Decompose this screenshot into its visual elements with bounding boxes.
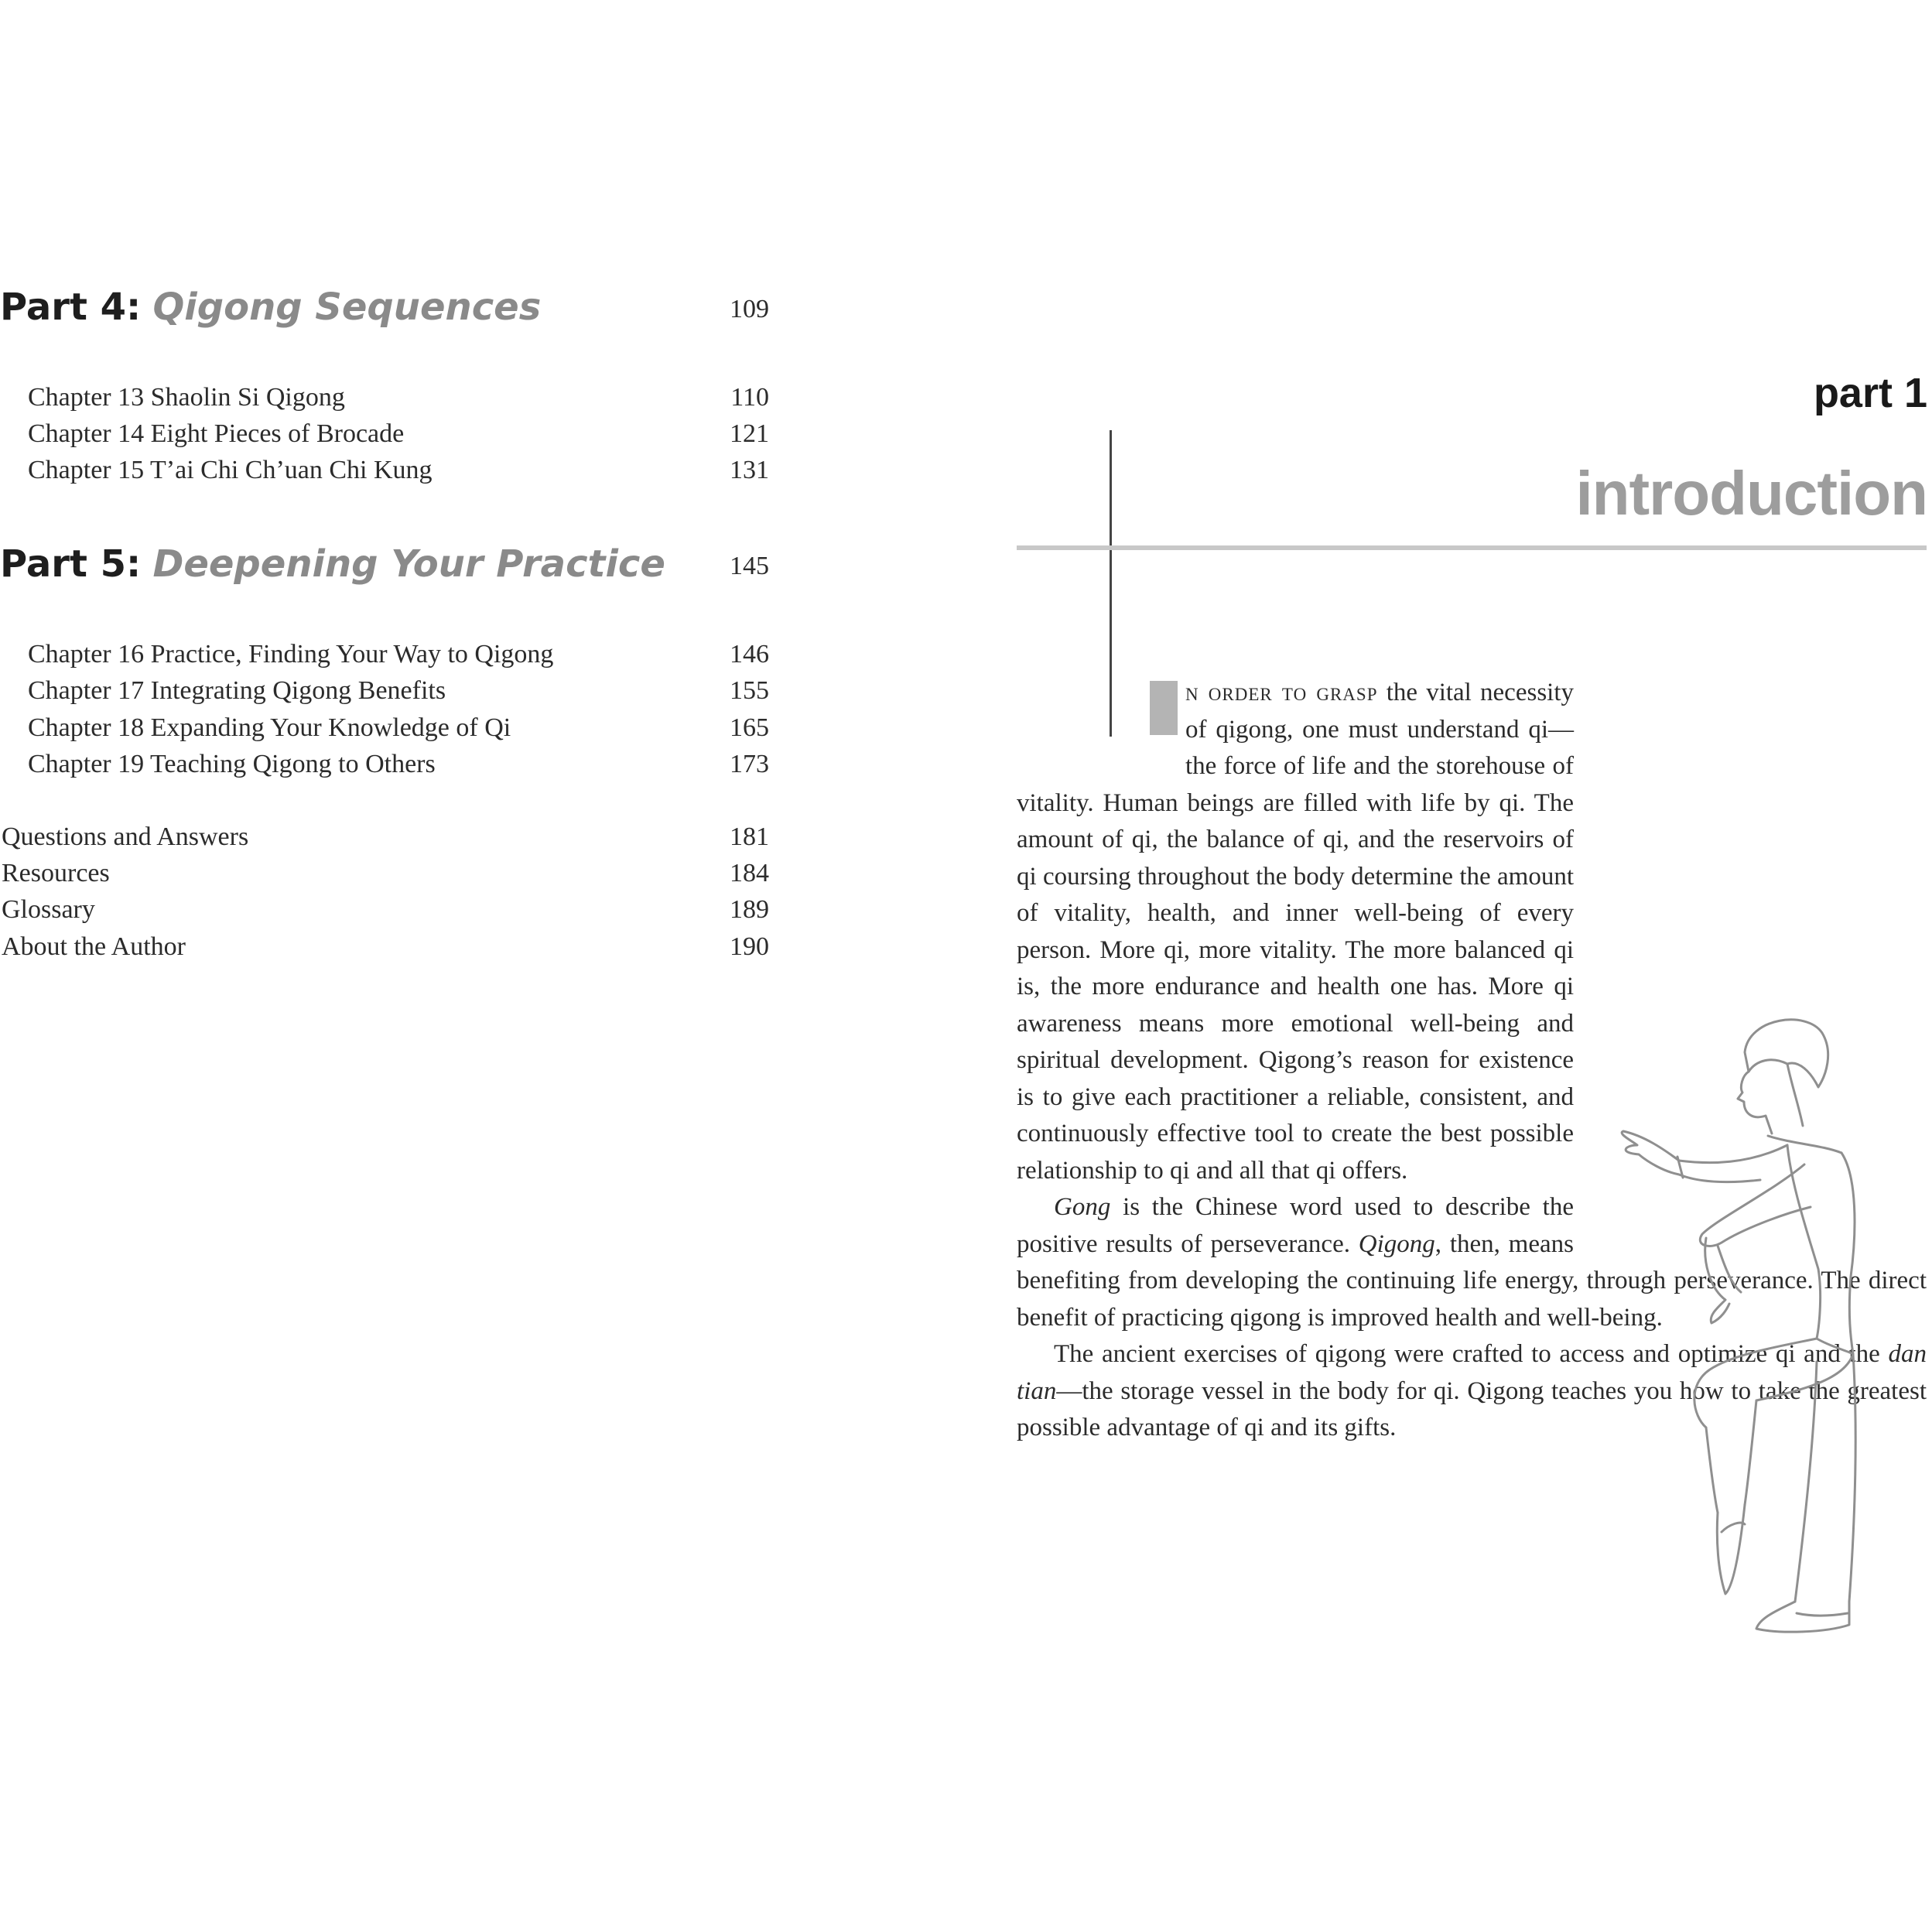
part-label: part 1 — [1813, 370, 1927, 416]
toc-back-matter-row — [2, 819, 769, 855]
chapter-page-number: 121 — [730, 419, 769, 448]
toc-chapter-row — [28, 416, 769, 452]
back-matter-label: Resources — [2, 859, 110, 887]
part-title: Deepening Your Practice — [152, 542, 665, 586]
term-italic: Qigong — [1358, 1229, 1435, 1258]
toc-back-matter-row — [2, 929, 769, 965]
toc-part-4 — [0, 267, 769, 329]
part-page-number: 109 — [730, 295, 769, 323]
toc-back-matter-row — [2, 856, 769, 891]
toc-chapter-row — [28, 637, 769, 672]
back-matter-label: About the Author — [2, 932, 186, 961]
part-name: introduction — [1575, 459, 1927, 528]
title-underline-rule — [1017, 545, 1927, 550]
paragraph-text: The ancient exercises of qigong were crafted to access and optimize qi and the — [1054, 1340, 1889, 1368]
toc-chapter-row — [28, 380, 769, 415]
paragraph-text: —the storage vessel in the body for qi. Qigong teaches you how to take the greatest possible advantage of qi and its gifts. — [1017, 1376, 1927, 1441]
part-title: Qigong Sequences — [152, 286, 542, 329]
toc-part-5 — [0, 524, 769, 586]
part-page-number: 145 — [730, 552, 769, 580]
toc-back-matter-row — [2, 892, 769, 928]
term-italic: dan tian — [1017, 1340, 1927, 1405]
term-italic: Gong — [1054, 1193, 1111, 1221]
chapter-label: Chapter 13 Shaolin Si Qigong — [28, 383, 345, 412]
part-number-label: Part 5: — [0, 542, 142, 586]
back-matter-page-number: 189 — [730, 895, 769, 924]
paragraph-text: the vital necessity of qigong, one must understand qi—the force of life and the storehouse of vitality. Human beings are filled with life by qi. The amount of qi, the balance of qi, and the reservoirs of qi coursing throughout the body determine the amount of vitality, health, and inner well-being of every person. More qi, more vitality. The more balanced qi is, the more endurance and health one has. More qi awareness means more emotional well-being and spiritual development. Qigong’s reason for existence is to give each practitioner a reliable, consistent, and continuously effective tool to create the best possible relationship to qi and all that qi offers. — [1017, 679, 1575, 1185]
chapter-label: Chapter 14 Eight Pieces of Brocade — [28, 419, 405, 448]
paragraph-text: is the Chinese word used to describe the positive results of perseverance. — [1017, 1193, 1574, 1258]
chapter-page-number: 146 — [730, 640, 769, 669]
chapter-page-number: 131 — [730, 456, 769, 484]
back-matter-page-number: 181 — [730, 822, 769, 851]
chapter-page-number: 165 — [730, 713, 769, 742]
qigong-practitioner-line-drawing — [1602, 998, 1932, 1640]
chapter-page-number: 110 — [730, 383, 769, 412]
chapter-label: Chapter 16 Practice, Finding Your Way to Qigong — [28, 640, 554, 669]
back-matter-label: Glossary — [2, 895, 95, 924]
chapter-label: Chapter 18 Expanding Your Knowledge of Qi — [28, 713, 511, 742]
toc-chapter-row — [28, 673, 769, 709]
lead-in-small-caps: n order to grasp — [1185, 679, 1378, 706]
part-number-label: Part 4: — [0, 286, 142, 329]
part-opener-page — [1006, 0, 1932, 1932]
chapter-page-number: 155 — [730, 676, 769, 705]
paragraph-text: , then, means benefiting from developing the continuing life energy, through perseverance. The direct benefit of practicing qigong is improved health and well-being. — [1017, 1229, 1927, 1332]
back-matter-page-number: 190 — [730, 932, 769, 961]
chapter-page-number: 173 — [730, 750, 769, 778]
back-matter-page-number: 184 — [730, 859, 769, 887]
back-matter-label: Questions and Answers — [2, 822, 249, 851]
toc-chapter-row — [28, 710, 769, 746]
chapter-label: Chapter 17 Integrating Qigong Benefits — [28, 676, 446, 705]
toc-chapter-row — [28, 453, 769, 488]
table-of-contents — [0, 0, 774, 1932]
toc-chapter-row — [28, 747, 769, 782]
chapter-label: Chapter 19 Teaching Qigong to Others — [28, 750, 436, 778]
chapter-label: Chapter 15 T’ai Chi Ch’uan Chi Kung — [28, 456, 433, 484]
